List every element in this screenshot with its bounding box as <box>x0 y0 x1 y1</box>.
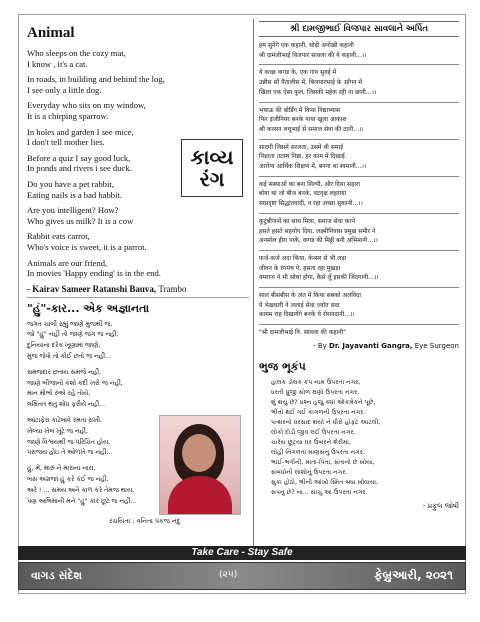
gujarati-poem-title: "હું"-કાર... એક અજ્ઞાનતા <box>27 301 150 315</box>
stanza-divider <box>259 102 459 103</box>
poem-line: લોકો દોડી જીવ લઈ ઉપરતા નગર. <box>271 428 356 436</box>
poem-line: श्री करसन लधुभाई से समाज सेवा की ठानी...।। <box>259 125 364 133</box>
page-number: (૨૫) <box>219 570 238 580</box>
hindi-poem-body <box>259 41 459 338</box>
poem-line: Do you have a pet rabbit, <box>27 178 114 189</box>
kavya-rang-box <box>181 139 243 197</box>
poem-line: ધરતી ધ્રુજી સોળ ક્ષણો ઉપરતા નગર. <box>271 388 360 396</box>
section-divider <box>27 297 249 298</box>
poem-line: I see only a little dog. <box>27 84 102 95</box>
hindi-poem-author <box>259 342 459 350</box>
author-name: Dr. Jayavanti Gangra, <box>329 341 413 350</box>
poem-line: ये भेखधारी ने जलाई सेवा ज्योत सदा <box>259 301 340 309</box>
poem-line: श्री दामजीभाई विजपार सावला की ये कहानी...।। <box>259 51 367 59</box>
hindi-poem-heading: શ્રી દામજીભાઈ વિજપાર સાવલાને અર્પિત <box>259 21 459 37</box>
poem-line: Who's voice is sweet, it is a parrot. <box>27 241 147 252</box>
poem-line: પત્થરનો વરસાદ થયો ને ધીરો હૉફ્ટે આટલી, <box>271 418 381 426</box>
poem-line: साल बीसबीस के अंत में किया सबको अलविदा <box>259 292 361 300</box>
author-title: Eye Surgeon <box>414 341 459 350</box>
poem-line: સુકા હોઠો, ભીની આંખો સ્મિત બધા ખોવાયા, <box>271 478 379 486</box>
poem-line: ભાઈ-ભત્રીની, માતા-પિતા, સંતાનો છે ખોયા, <box>271 458 375 466</box>
magazine-name: વાગડ સંદેશ <box>31 569 82 582</box>
poem-line: यमराज ने भी सोचा होगा, कैसे लूँ इसकी जिंदगानी...।। <box>259 274 379 282</box>
issue-date: ફેબ્રુઆરી, ૨૦૨૧ <box>373 568 453 582</box>
kavya-label: કાવ્ય <box>190 145 234 169</box>
poem-line: आरोग्य आर्थिक शिक्षण में, बनना था स्वमानी...।। <box>259 163 367 171</box>
poem-line: In ponds and rivers i see duck. <box>27 163 132 174</box>
stanza <box>27 74 177 95</box>
poem-line: स्वप्नदृष्टा सिद्धांतवादी, व रहा अच्छा सुकानी...।। <box>259 200 363 208</box>
stanza <box>259 143 459 172</box>
poem-line: भचाऊ की बोर्डिंग में किया विद्याभ्यास <box>259 106 340 114</box>
poem-line: ખેલ્યા ખેલ ખૂંટે જ નહીં, <box>27 427 88 435</box>
stanza <box>259 328 459 338</box>
poem-line: સપનું છે? ના... સાચું આ ઉપરતા નગર. <box>271 488 368 496</box>
stanza <box>27 368 177 411</box>
stanza-divider <box>259 139 459 140</box>
stanza <box>259 180 459 209</box>
take-care-banner: Take Care - Stay Safe <box>18 546 466 560</box>
poem-line: हम सुनेंगे एक कहानी, थोड़ी अनोखी कहानी <box>259 42 354 49</box>
stanza <box>27 127 177 148</box>
stanza <box>259 217 459 246</box>
poem-line: बोया था जो बीज बनके, वटवृक्ष लहराया <box>259 190 347 198</box>
poem-line: In roads, in building and behind the log, <box>27 74 165 85</box>
poem-line: જો "હું" નહીં તો જાણે જગ જ નહીં, <box>27 331 119 339</box>
poem-line: In holes and garden I see mice, <box>27 126 134 137</box>
stanza <box>259 68 459 97</box>
stanza-divider <box>259 250 459 251</box>
poem-line: મુજ જેવો તો કોઈ છતો જ નહીં... <box>27 353 112 361</box>
poem-line: પરાજય હોઇ તે ઓળખે જ નહીં... <box>27 449 113 457</box>
poem-line: હું, મેં, મારું ને મારાના નારા, <box>27 465 96 473</box>
poem-line: Eating nails is a bad habbit. <box>27 189 122 200</box>
stanza <box>27 100 177 121</box>
poem-line: फर्ज-कर्ज अदा किया, केन्सर से भी लड़ा <box>259 254 347 262</box>
page-footer <box>18 562 466 590</box>
poem-line: In movies 'Happy ending' is in the end. <box>27 268 161 279</box>
gujarati-poem-author: રચયિતા : વનિતા પંકજ નંદુ <box>109 517 181 525</box>
poem-line: I don't tell mother lies. <box>27 137 105 148</box>
stanza <box>259 41 459 60</box>
stanza <box>27 464 177 507</box>
poem-line: अनमोल हीरा पाके, वागड की मिट्टी बनी अभिमानी...।। <box>259 237 378 245</box>
stanza <box>259 291 459 320</box>
photo-dress <box>168 476 232 515</box>
stanza <box>27 258 177 279</box>
stanza <box>27 48 177 69</box>
stanza <box>27 153 177 174</box>
poem-line: હાલક ડોલક કંપ નામ ઉપરતા નગર, <box>271 378 361 386</box>
stanza-divider <box>259 324 459 325</box>
poem-line: फिर इंजीनियर बनके पाया खुला आकाश <box>259 116 347 124</box>
page-frame <box>18 14 466 594</box>
poem-line: સમજદાર છતાંય સમજે નહીં, <box>27 368 102 376</box>
author-place: Trambo <box>158 283 187 294</box>
photo-face <box>182 434 216 472</box>
poem-line: શું થયું છે? પ્રશ્ન હજુ ક્યાં ઓકમેકને પૂછે, <box>271 398 376 406</box>
poem-line: માન મોભો રુએ રહે તોયે, <box>27 390 91 398</box>
poem-line: It is a chirping sparrow. <box>27 110 109 121</box>
stanza <box>27 416 177 459</box>
poem-line: कायम राह दिखायेंगे बनके ये रोशनदानी...।। <box>259 311 355 319</box>
poem-line: સંબંધોની લાશોનું ઉપરતા નગર. <box>271 468 348 476</box>
poem-line: Rabbit eats carrot, <box>27 231 90 242</box>
stanza <box>27 205 177 226</box>
poem-line: Before a quiz I say good luck, <box>27 152 131 163</box>
poem-line: हसते हसते सहयोग दिया, लक्ष्मीनिवास प्रमुख समीर ने <box>259 227 376 235</box>
poem-line: Who sleeps on the cozy mat, <box>27 48 126 58</box>
stanza <box>27 320 177 363</box>
poem-line: "श्री दामजीभाई वि. सावला की कहानी" <box>259 329 347 337</box>
poem-line: सादगी जिसमें सरलता, उसमें थी समाई <box>259 143 344 151</box>
poem-line: અરે ! ... સમય અને કાળ કરે તેમજ થાય, <box>27 486 135 494</box>
rang-label: રંગ <box>199 167 225 191</box>
bhuj-poem-title: ભુજ ભૂકંપ <box>259 359 306 373</box>
poem-line: લક્ષિતત થતું શોધ ફરીયે નહીં... <box>27 401 106 409</box>
column-divider <box>253 19 254 549</box>
poem-line: જાણે વિશ્વયથી જ પરિચિત હોય, <box>27 438 111 446</box>
poem-line: ભીંતો થઈ ગઈ કાગળની ઉપરતા નગર. <box>271 408 366 416</box>
poem-line: कुटुंबीजनों का साथ मिला, समाज सेवा करने <box>259 217 356 225</box>
poem-line: उन्नीस सौ पैंतालीस में, बिजपारभाई के आँगन में <box>259 79 363 87</box>
english-poem-title: Animal <box>27 25 75 41</box>
poem-line: જાણે બીજાનો કશો કદી ખરો જ નહીં, <box>27 379 123 387</box>
poem-line: લોહી નિંગળતા માણસનું ઉપરતા નગર. <box>271 448 365 456</box>
poem-line: ये कच्छ वागड के, एक गांव सुवई में <box>259 69 337 77</box>
poem-line: कई संस्थाओं का बना शिल्पी, और दिया सहारा <box>259 180 360 188</box>
poem-line: દુનિયાના દરેક ખૂણામાં જાણે, <box>27 342 101 350</box>
poem-line: निडरता तटस्थ निष्ठा, हर काम में दिखाई <box>259 153 345 161</box>
bhuj-poem-author: - પ્રફુલ જોષી <box>422 501 459 510</box>
stanza-divider <box>259 213 459 214</box>
stanza <box>259 106 459 135</box>
poem-line: આંટાફેરા કાઢેલાવે રમતા રાખી, <box>27 417 103 425</box>
stanza-divider <box>259 64 459 65</box>
poem-line: Animals are our friend, <box>27 257 108 268</box>
bhuj-poem-body <box>259 378 459 498</box>
poem-line: પણ અભિમાની મને "હું" કાર છૂટે જ નહીં... <box>27 497 137 505</box>
author-name: - Kairav Sameer Ratanshi Bauva, <box>27 283 157 294</box>
right-column <box>259 21 459 511</box>
poem-line: I know , it's a cat. <box>27 58 88 69</box>
stanza <box>27 179 177 200</box>
poem-line: Who gives us milk? It is a cow <box>27 215 134 226</box>
english-poem-author <box>27 284 247 294</box>
author-prefix: - By <box>313 341 327 350</box>
poem-line: જગત ચાલી રહ્યું જાણે મુજથી જ, <box>27 320 113 328</box>
poem-line: Everyday who sits on my window, <box>27 100 146 111</box>
stanza-divider <box>259 287 459 288</box>
stanza <box>27 231 177 252</box>
poem-line: जीवन के रंगमंच पे, हसता रहा मुखड़ा <box>259 264 341 272</box>
poem-line: બસ અંગ્રજા હું કરે કંઈ જ નહીં, <box>27 476 109 484</box>
stanza <box>259 254 459 283</box>
stanza-divider <box>259 176 459 177</box>
poem-line: ચારેય છૂટ્યા ઘર ઉંબરને શેરીમાં, <box>271 438 351 446</box>
poem-line: Are you intelligent? How? <box>27 205 119 216</box>
author-photo <box>159 415 241 515</box>
poem-line: खिला एक ऐसा फूल, जिसकी महेक रही ना छानी...।। <box>259 88 377 96</box>
